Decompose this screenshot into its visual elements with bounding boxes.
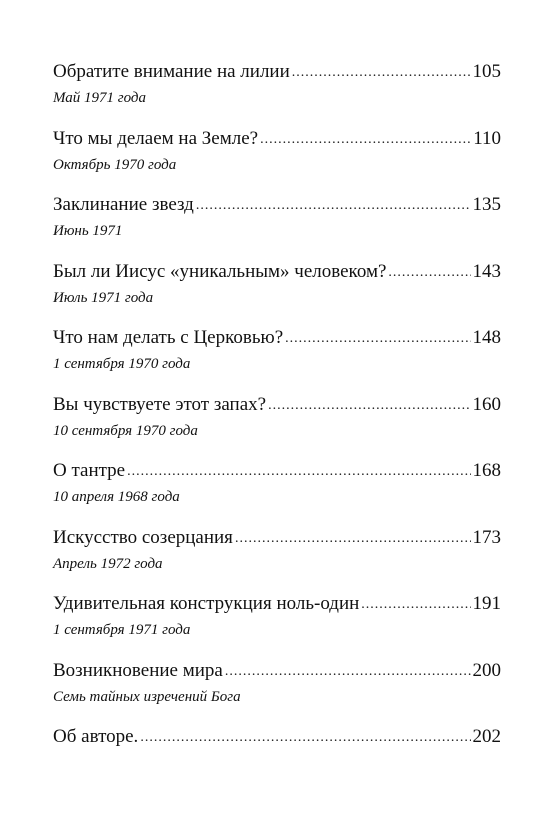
toc-line — [53, 459, 501, 485]
toc-entry-subtitle: 10 сентября 1970 года — [53, 422, 198, 439]
toc-entry-title: Заклинание звезд — [53, 194, 194, 215]
toc-entry — [53, 260, 501, 327]
toc-line — [53, 260, 501, 286]
toc-entry — [53, 725, 501, 792]
toc-entry-subtitle: Июль 1971 года — [53, 289, 154, 306]
toc-entry — [53, 659, 501, 726]
toc-line — [53, 60, 501, 86]
toc-entry-title: Удивительная конструкция ноль-один — [53, 593, 360, 614]
toc-leader-dots — [235, 527, 471, 551]
toc-entry — [53, 526, 501, 593]
toc-entry-title: Что нам делать с Церковью? — [53, 327, 284, 348]
toc-entry — [53, 193, 501, 260]
toc-entry-subtitle: 1 сентября 1971 года — [53, 622, 191, 638]
toc-entry — [53, 592, 501, 659]
toc-entry-subtitle: Июнь 1971 — [53, 223, 123, 239]
toc-leader-dots — [285, 327, 470, 351]
toc-entry-subtitle: Семь тайных изречений Бога — [53, 688, 241, 705]
toc-entry-page: 143 — [472, 260, 501, 282]
toc-entry-subtitle: Октябрь 1970 года — [53, 156, 177, 173]
toc-entry-page: 148 — [472, 327, 501, 348]
toc-entry-subtitle: Апрель 1972 года — [53, 555, 163, 572]
toc-entry — [53, 127, 501, 194]
toc-entry-subtitle: 10 апреля 1968 года — [53, 489, 180, 505]
toc-entry-page: 168 — [472, 460, 501, 481]
toc-entry-title: Обратите внимание на лилии — [53, 61, 290, 82]
toc-line — [53, 127, 501, 153]
toc-entry — [53, 393, 501, 460]
toc-leader-dots — [361, 593, 470, 617]
toc-entry-title: Возникновение мира — [53, 659, 223, 681]
toc-leader-dots — [140, 726, 470, 750]
toc-line — [53, 526, 501, 552]
toc-line — [53, 193, 501, 219]
toc-entry-page: 160 — [472, 393, 501, 415]
toc-line — [53, 326, 501, 352]
toc-leader-dots — [388, 261, 470, 285]
toc-entry-title: Об авторе. — [53, 726, 139, 747]
toc-line — [53, 725, 501, 751]
toc-leader-dots — [127, 460, 470, 484]
toc-entry-page: 200 — [472, 659, 501, 681]
toc-entry-page: 173 — [472, 526, 501, 548]
toc-line — [53, 659, 501, 685]
toc-entry-page: 110 — [473, 127, 501, 149]
toc-leader-dots — [225, 660, 471, 684]
toc-leader-dots — [196, 194, 471, 218]
toc-entry — [53, 459, 501, 526]
toc-leader-dots — [260, 128, 471, 152]
toc-entry-subtitle: Май 1971 года — [53, 90, 147, 106]
toc-leader-dots — [292, 61, 471, 85]
toc-line — [53, 393, 501, 419]
toc-entry-title: Был ли Иисус «уникальным» человеком? — [53, 260, 387, 282]
toc-line — [53, 592, 501, 618]
toc-entry-subtitle: 1 сентября 1970 года — [53, 356, 191, 372]
toc-leader-dots — [268, 394, 470, 418]
toc-entry-title: Вы чувствуете этот запах? — [53, 393, 267, 415]
toc-entry-page: 135 — [472, 194, 501, 215]
toc-entry-title: Искусство созерцания — [53, 526, 233, 548]
toc-entry-title: Что мы делаем на Земле? — [53, 127, 259, 149]
toc-entry-page: 202 — [472, 726, 501, 747]
toc-entry — [53, 60, 501, 127]
toc-entry-title: О тантре — [53, 460, 126, 481]
toc-entry-page: 191 — [472, 593, 501, 614]
toc-entry-page: 105 — [472, 61, 501, 82]
toc-entry — [53, 326, 501, 393]
